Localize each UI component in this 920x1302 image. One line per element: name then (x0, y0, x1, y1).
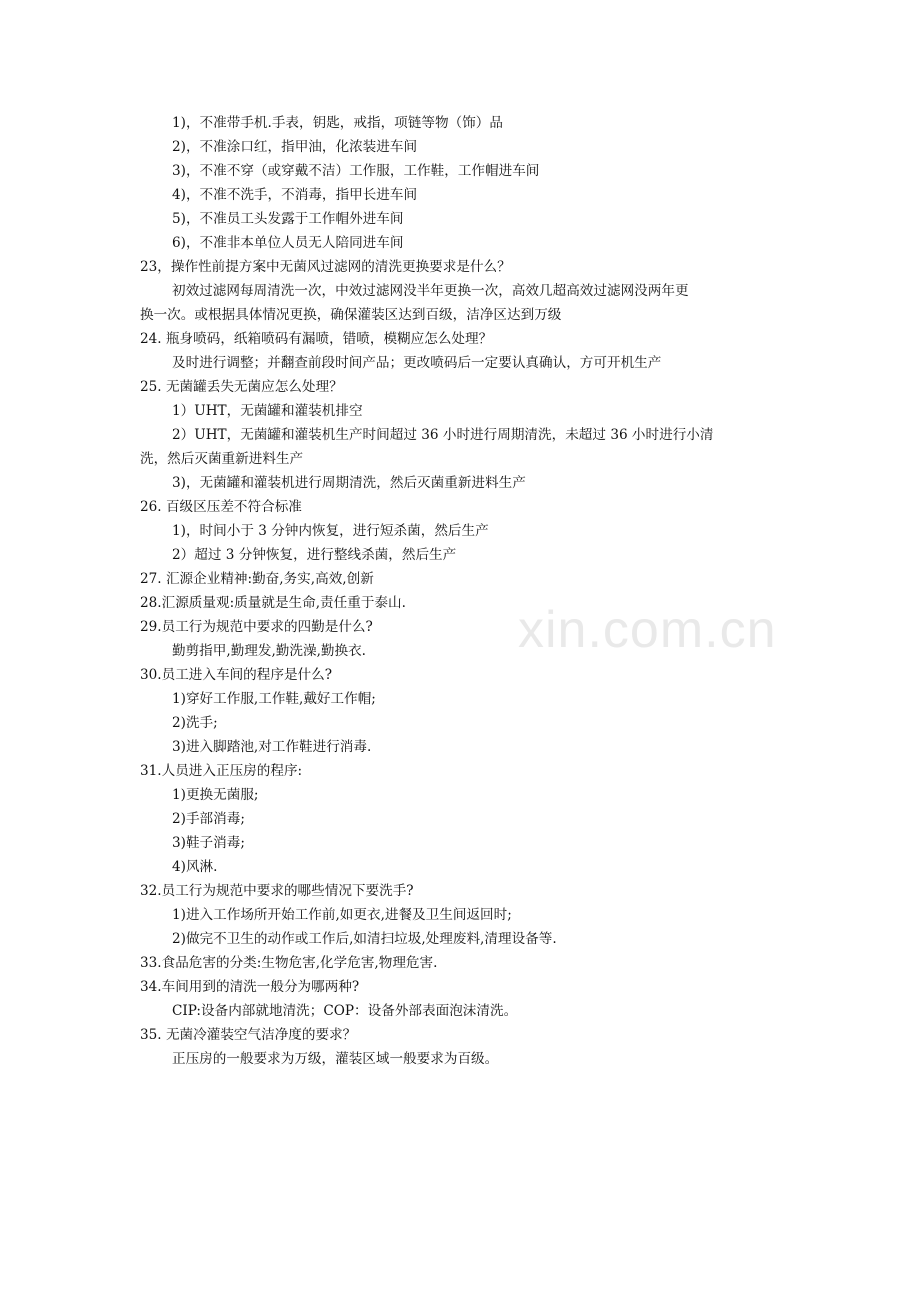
text-line: 1)，不准带手机.手表，钥匙，戒指，项链等物（饰）品 (172, 115, 503, 131)
text-line: CIP:设备内部就地清洗；COP：设备外部表面泡沫清洗。 (172, 1003, 518, 1019)
text-line: 23，操作性前提方案中无菌风过滤网的清洗更换要求是什么？ (140, 259, 511, 275)
text-line: 及时进行调整；并翻查前段时间产品；更改喷码后一定要认真确认，方可开机生产 (172, 355, 662, 371)
text-line: 29.员工行为规范中要求的四勤是什么? (140, 619, 373, 635)
text-line: 1)穿好工作服,工作鞋,戴好工作帽; (172, 691, 376, 707)
text-line: 26. 百级区压差不符合标准 (140, 499, 302, 515)
text-line: 32.员工行为规范中要求的哪些情况下要洗手? (140, 883, 414, 899)
text-line: 2）UHT，无菌罐和灌装机生产时间超过 36 小时进行周期清洗，未超过 36 小时进行小清 (172, 427, 714, 443)
text-line: 换一次。或根据具体情况更换，确保灌装区达到百级，洁净区达到万级 (140, 307, 562, 323)
text-line: 25. 无菌罐丢失无菌应怎么处理？ (140, 379, 343, 395)
text-line: 27. 汇源企业精神:勤奋,务实,高效,创新 (140, 571, 374, 587)
text-line: 3)进入脚踏池,对工作鞋进行消毒. (172, 739, 372, 755)
text-line: 33.食品危害的分类:生物危害,化学危害,物理危害. (140, 955, 438, 971)
text-line: 2)，不准涂口红，指甲油，化浓装进车间 (172, 139, 418, 155)
text-line: 正压房的一般要求为万级，灌装区域一般要求为百级。 (172, 1051, 499, 1067)
text-line: 初效过滤网每周清洗一次，中效过滤网没半年更换一次，高效几超高效过滤网没两年更 (172, 283, 689, 299)
text-line: 28.汇源质量观:质量就是生命,责任重于泰山. (140, 595, 406, 611)
watermark-text: xin.com.cn (518, 601, 777, 659)
text-line: 6)，不准非本单位人员无人陪同进车间 (172, 235, 404, 251)
text-line: 24. 瓶身喷码，纸箱喷码有漏喷，错喷，模糊应怎么处理？ (140, 331, 493, 347)
text-line: 3)鞋子消毒; (172, 835, 245, 851)
text-line: 2)做完不卫生的动作或工作后,如清扫垃圾,处理废料,清理设备等. (172, 931, 557, 947)
text-line: 2)手部消毒; (172, 811, 245, 827)
text-line: 34.车间用到的清洗一般分为哪两种? (140, 979, 360, 995)
text-line: 1)进入工作场所开始工作前,如更衣,进餐及卫生间返回时; (172, 907, 512, 923)
text-line: 4)，不准不洗手，不消毒，指甲长进车间 (172, 187, 418, 203)
document-body (140, 111, 780, 1071)
text-line: 4)风淋. (172, 859, 218, 875)
text-line: 31.人员进入正压房的程序: (140, 763, 303, 779)
text-line: 3)，不准不穿（或穿戴不洁）工作服，工作鞋，工作帽进车间 (172, 163, 540, 179)
text-line: 洗，然后灭菌重新进料生产 (140, 451, 304, 467)
text-line: 30.员工进入车间的程序是什么? (140, 667, 333, 683)
text-line: 3)，无菌罐和灌装机进行周期清洗，然后灭菌重新进料生产 (172, 475, 526, 491)
text-line: 5)，不准员工头发露于工作帽外进车间 (172, 211, 404, 227)
text-line: 35. 无菌冷灌装空气洁净度的要求？ (140, 1027, 357, 1043)
text-line: 1）UHT，无菌罐和灌装机排空 (172, 403, 363, 419)
text-line: 2)洗手; (172, 715, 218, 731)
text-line: 勤剪指甲,勤理发,勤洗澡,勤换衣. (172, 643, 367, 659)
text-line: 1)，时间小于 3 分钟内恢复，进行短杀菌，然后生产 (172, 523, 489, 539)
text-line: 2）超过 3 分钟恢复，进行整线杀菌，然后生产 (172, 547, 457, 563)
text-line: 1)更换无菌服; (172, 787, 259, 803)
